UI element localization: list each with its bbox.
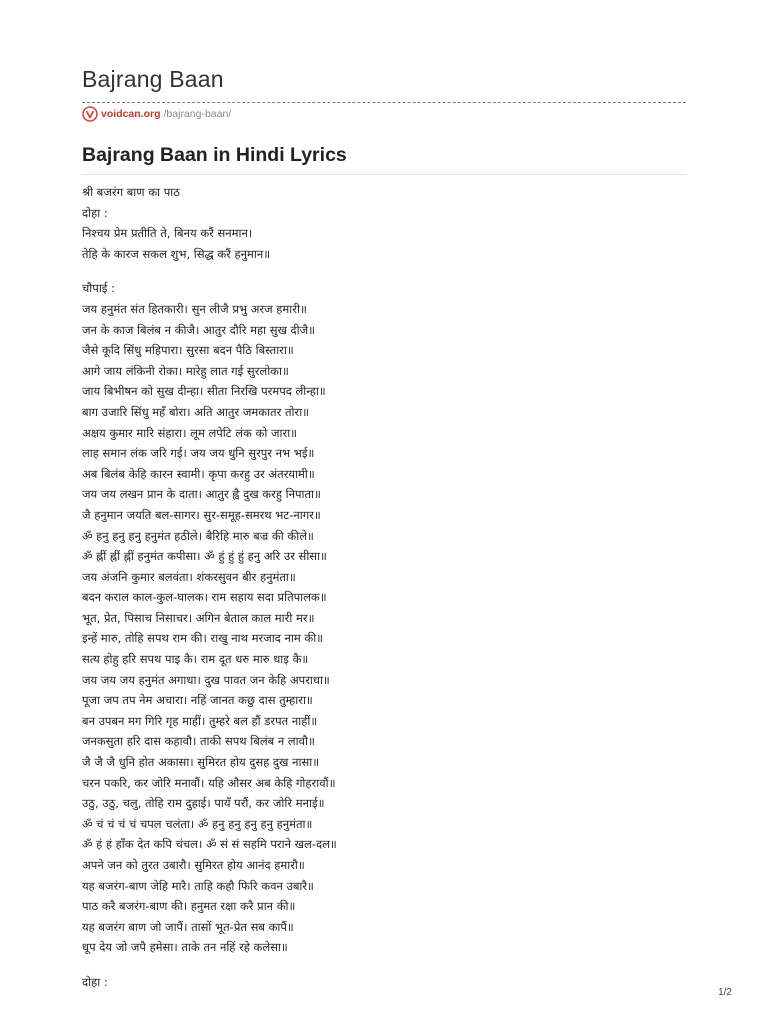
doha-line: तेहि के कारज सकल शुभ, सिद्ध करैं हनुमान॥ <box>82 246 271 261</box>
chaupai-line: पाठ करै बजरंग-बाण की। हनुमत रक्षा करै प्रान की॥ <box>82 899 296 914</box>
doha-line: निश्चय प्रेम प्रतीति ते, बिनय करैं सनमान। <box>82 226 253 241</box>
chaupai-line: ॐ हं हं हाँक देत कपि चंचल। ॐ सं सं सहमि पराने खल-दल॥ <box>82 837 337 852</box>
chaupai-line: जै जै जै धुनि होत अकासा। सुमिरत होय दुसह दुख नासा॥ <box>82 755 320 770</box>
lyrics-body <box>82 182 686 993</box>
chaupai-line: अक्षय कुमार मारि संहारा। लूम लपेटि लंक को जारा॥ <box>82 425 298 440</box>
chaupai-line: जन के काज बिलंब न कीजै। आतुर दौरि महा सुख दीजै॥ <box>82 322 316 337</box>
chaupai-line: जैसे कूदि सिंधु महिपारा। सुरसा बदन पैठि बिस्तारा॥ <box>82 343 294 358</box>
title-divider <box>82 174 686 175</box>
chaupai-line: बन उपबन मग गिरि गृह माहीं। तुम्हरे बल हौं डरपत नाहीं॥ <box>82 713 318 728</box>
chaupai-line: यह बजरंग बाण जो जापैं। तासों भूत-प्रेत सब कापैं॥ <box>82 919 294 934</box>
chaupai-line: जनकसुता हरि दास कहावौ। ताकी सपथ बिलंब न लावौ॥ <box>82 734 315 749</box>
chaupai-line: ॐ ह्नीं ह्नीं ह्नीं हनुमंत कपीसा। ॐ हुं हुं हुं हनु अरि उर सीसा॥ <box>82 549 327 564</box>
chaupai-line: सत्य होहु हरि सपथ पाइ कै। राम दूत धरु मारु धाइ कै॥ <box>82 652 309 667</box>
chaupai-label: चौपाई : <box>82 281 115 296</box>
chaupai-list <box>82 299 686 958</box>
stanza-spacer <box>82 264 686 278</box>
chaupai-line: जै हनुमान जयति बल-सागर। सुर-समूह-समरथ भट-नागर॥ <box>82 507 321 522</box>
chaupai-line: बदन कराल काल-कुल-घालक। राम सहाय सदा प्रतिपालक॥ <box>82 590 327 605</box>
page-number: 1/2 <box>718 987 732 998</box>
chaupai-line: जाय बिभीषन को सुख दीन्हा। सीता निरखि परमपद लीन्हा॥ <box>82 384 326 399</box>
chaupai-line: इन्हें मारु, तोहि सपथ राम की। राखु नाथ मरजाद नाम की॥ <box>82 631 324 646</box>
chaupai-line: जय जय जय हनुमंत अगाधा। दुख पावत जन केहि अपराधा॥ <box>82 672 330 687</box>
closing-doha-label: दोहा : <box>82 974 108 989</box>
chaupai-line: भूत, प्रेत, पिसाच निसाचर। अगिन बेताल काल मारी मर॥ <box>82 610 315 625</box>
chaupai-line: धूप देय जो जपै हमेसा। ताके तन नहिं रहे कलेसा॥ <box>82 940 288 955</box>
intro-heading: श्री बजरंग बाण का पाठ <box>82 185 180 199</box>
dashed-divider <box>82 102 686 103</box>
chaupai-line: ॐ चं चं चं चं चपल चलंता। ॐ हनु हनु हनु हनु हनुमंता॥ <box>82 816 313 831</box>
source-link[interactable] <box>82 106 231 122</box>
chaupai-line: लाह समान लंक जरि गई। जय जय धुनि सुरपुर नभ भई॥ <box>82 446 315 461</box>
source-domain[interactable]: voidcan.org <box>101 108 161 120</box>
chaupai-line: आगे जाय लंकिनी रोका। मारेहु लात गई सुरलोका॥ <box>82 363 289 378</box>
source-path[interactable]: /bajrang-baan/ <box>163 108 232 120</box>
chaupai-line: जय अंजनि कुमार बलवंता। शंकरसुवन बीर हनुमंता॥ <box>82 569 296 584</box>
article-title: Bajrang Baan in Hindi Lyrics <box>82 144 347 166</box>
chaupai-line: ॐ हनु हनु हनु हनुमंत हठीले। बैरिहि मारु बज्र की कीले॥ <box>82 528 314 543</box>
chaupai-line: अब बिलंब केहि कारन स्वामी। कृपा करहु उर अंतरयामी॥ <box>82 466 315 481</box>
chaupai-line: जय जय लखन प्रान के दाता। आतुर ह्वै दुख करहु निपाता॥ <box>82 487 321 502</box>
chaupai-line: यह बजरंग-बाण जेहि मारै। ताहि कहौ फिरि कवन उबारै॥ <box>82 878 314 893</box>
chaupai-line: चरन पकरि, कर जोरि मनावौं। यहि औसर अब केहि गोहरावौं॥ <box>82 775 336 790</box>
chaupai-line: उठु, उठु, चलु, तोहि राम दुहाई। पायँ परौं, कर जोरि मनाई॥ <box>82 796 325 811</box>
chaupai-line: अपने जन को तुरत उबारौ। सुमिरत होय आनंद हमारौ॥ <box>82 858 305 872</box>
voidcan-logo-icon <box>82 106 98 122</box>
chaupai-line: पूजा जप तप नेम अचारा। नहिं जानत कछु दास तुम्हारा॥ <box>82 693 313 708</box>
stanza-spacer <box>82 958 686 972</box>
chaupai-line: जय हनुमंत संत हितकारी। सुन लीजै प्रभु अरज हमारी॥ <box>82 301 307 316</box>
doha-label: दोहा : <box>82 205 108 220</box>
page-title: Bajrang Baan <box>82 66 224 92</box>
chaupai-line: बाग उजारि सिंधु महँ बोरा। अति आतुर जमकातर तोरा॥ <box>82 404 310 419</box>
